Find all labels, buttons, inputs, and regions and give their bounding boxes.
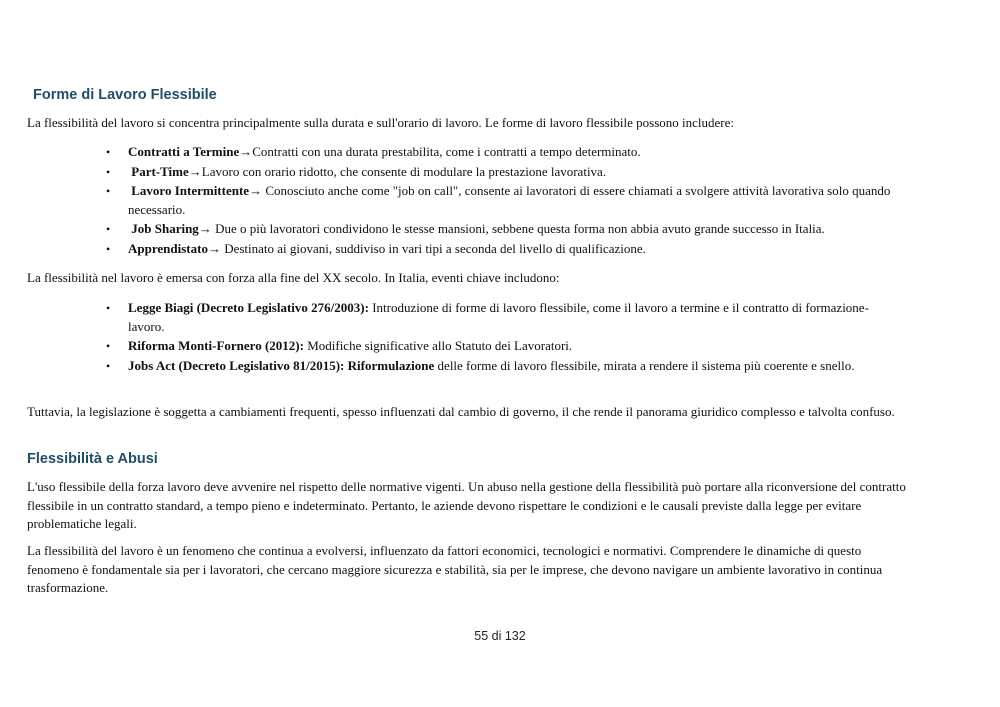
event-description: delle forme di lavoro flessibile, mirata a rendere il sistema più coerente e snello. [434, 357, 855, 373]
page-number: 55 di 132 [474, 629, 526, 643]
item-term: Contratti a Termine [128, 144, 240, 159]
list-item [106, 337, 896, 356]
arrow-icon: → [188, 163, 202, 179]
section-title-abusi: Flessibilità e Abusi [27, 451, 158, 467]
list-item [106, 357, 896, 376]
item-description: Conosciuto anche come "job on call", consente ai lavoratori di essere chiamati a svolgere attività lavorativa solo quando necessario. [128, 183, 891, 217]
list-item [106, 163, 896, 182]
evolution-paragraph: La flessibilità del lavoro è un fenomeno che continua a evolversi, influenzato da fattori economici, tecnologici e normativi. Comprendere le dinamiche di questo fenomeno è fondamentale sia per i lavoratori, che cercano maggiore sicurezza e stabilità, sia per le imprese, che devono navigare un ambiente lavorativo in continua trasformazione. [27, 543, 883, 595]
list-item [106, 182, 896, 219]
item-term: Lavoro Intermittente [128, 183, 250, 198]
item-term: Part-Time [128, 163, 189, 179]
event-description: Introduzione di forme di lavoro flessibile, come il lavoro a termine e il contratto di formazione-lavoro. [128, 300, 869, 334]
item-term: Job Sharing [128, 221, 199, 236]
arrow-icon: → [198, 221, 212, 236]
bullet-icon: • [106, 184, 111, 198]
event-term: Legge Biagi (Decreto Legislativo 276/2003): [128, 300, 369, 315]
section-title-forme: Forme di Lavoro Flessibile [33, 87, 217, 103]
bullet-icon: • [106, 301, 111, 315]
bullet-icon: • [106, 339, 111, 353]
bullet-icon: • [106, 222, 111, 236]
list-item [106, 143, 896, 162]
list-item [106, 220, 896, 239]
arrow-icon: → [207, 240, 221, 256]
list-item [106, 299, 896, 336]
event-term: Jobs Act (Decreto Legislativo 81/2015): Riformulazione [128, 357, 435, 373]
key-events-list [106, 299, 896, 376]
item-description: Contratti con una durata prestabilita, come i contratti a tempo determinato. [252, 144, 641, 159]
history-intro-paragraph: La flessibilità nel lavoro è emersa con forza alla fine del XX secolo. In Italia, eventi chiave includono: [27, 270, 560, 285]
intro-paragraph: La flessibilità del lavoro si concentra principalmente sulla durata e sull'orario di lavoro. Le forme di lavoro flessibile possono includere: [27, 115, 735, 130]
closing-paragraph: Tuttavia, la legislazione è soggetta a cambiamenti frequenti, spesso influenzati dal cambio di governo, il che rende il panorama giuridico complesso e talvolta confuso. [27, 404, 895, 419]
event-term: Riforma Monti-Fornero (2012): [128, 338, 304, 353]
item-description: Lavoro con orario ridotto, che consente di modulare la prestazione lavorativa. [201, 163, 607, 179]
item-description: Destinato ai giovani, suddiviso in vari tipi a seconda del livello di qualificazione. [220, 240, 646, 256]
bullet-icon: • [106, 358, 111, 373]
arrow-icon: → [239, 144, 253, 159]
item-description: Due o più lavoratori condividono le stesse mansioni, sebbene questa forma non abbia avuto grande successo in Italia. [211, 221, 825, 236]
item-term: Apprendistato [128, 240, 208, 256]
list-item [106, 240, 896, 259]
bullet-icon: • [106, 145, 111, 159]
arrow-icon: → [249, 183, 263, 198]
event-description: Modifiche significative allo Statuto dei Lavoratori. [303, 338, 573, 353]
flexible-forms-list [106, 143, 896, 259]
bullet-icon: • [106, 164, 111, 179]
bullet-icon: • [106, 241, 111, 256]
abusi-paragraph: L'uso flessibile della forza lavoro deve avvenire nel rispetto delle normative vigenti. Un abuso nella gestione della flessibilità può portare alla riconversione del contratto flessibile in un contratto standard, a tempo pieno e indeterminato. Pertanto, le aziende devono rispettare le condizioni e le causali previste dalla legge per evitare problematiche legali. [27, 479, 906, 531]
